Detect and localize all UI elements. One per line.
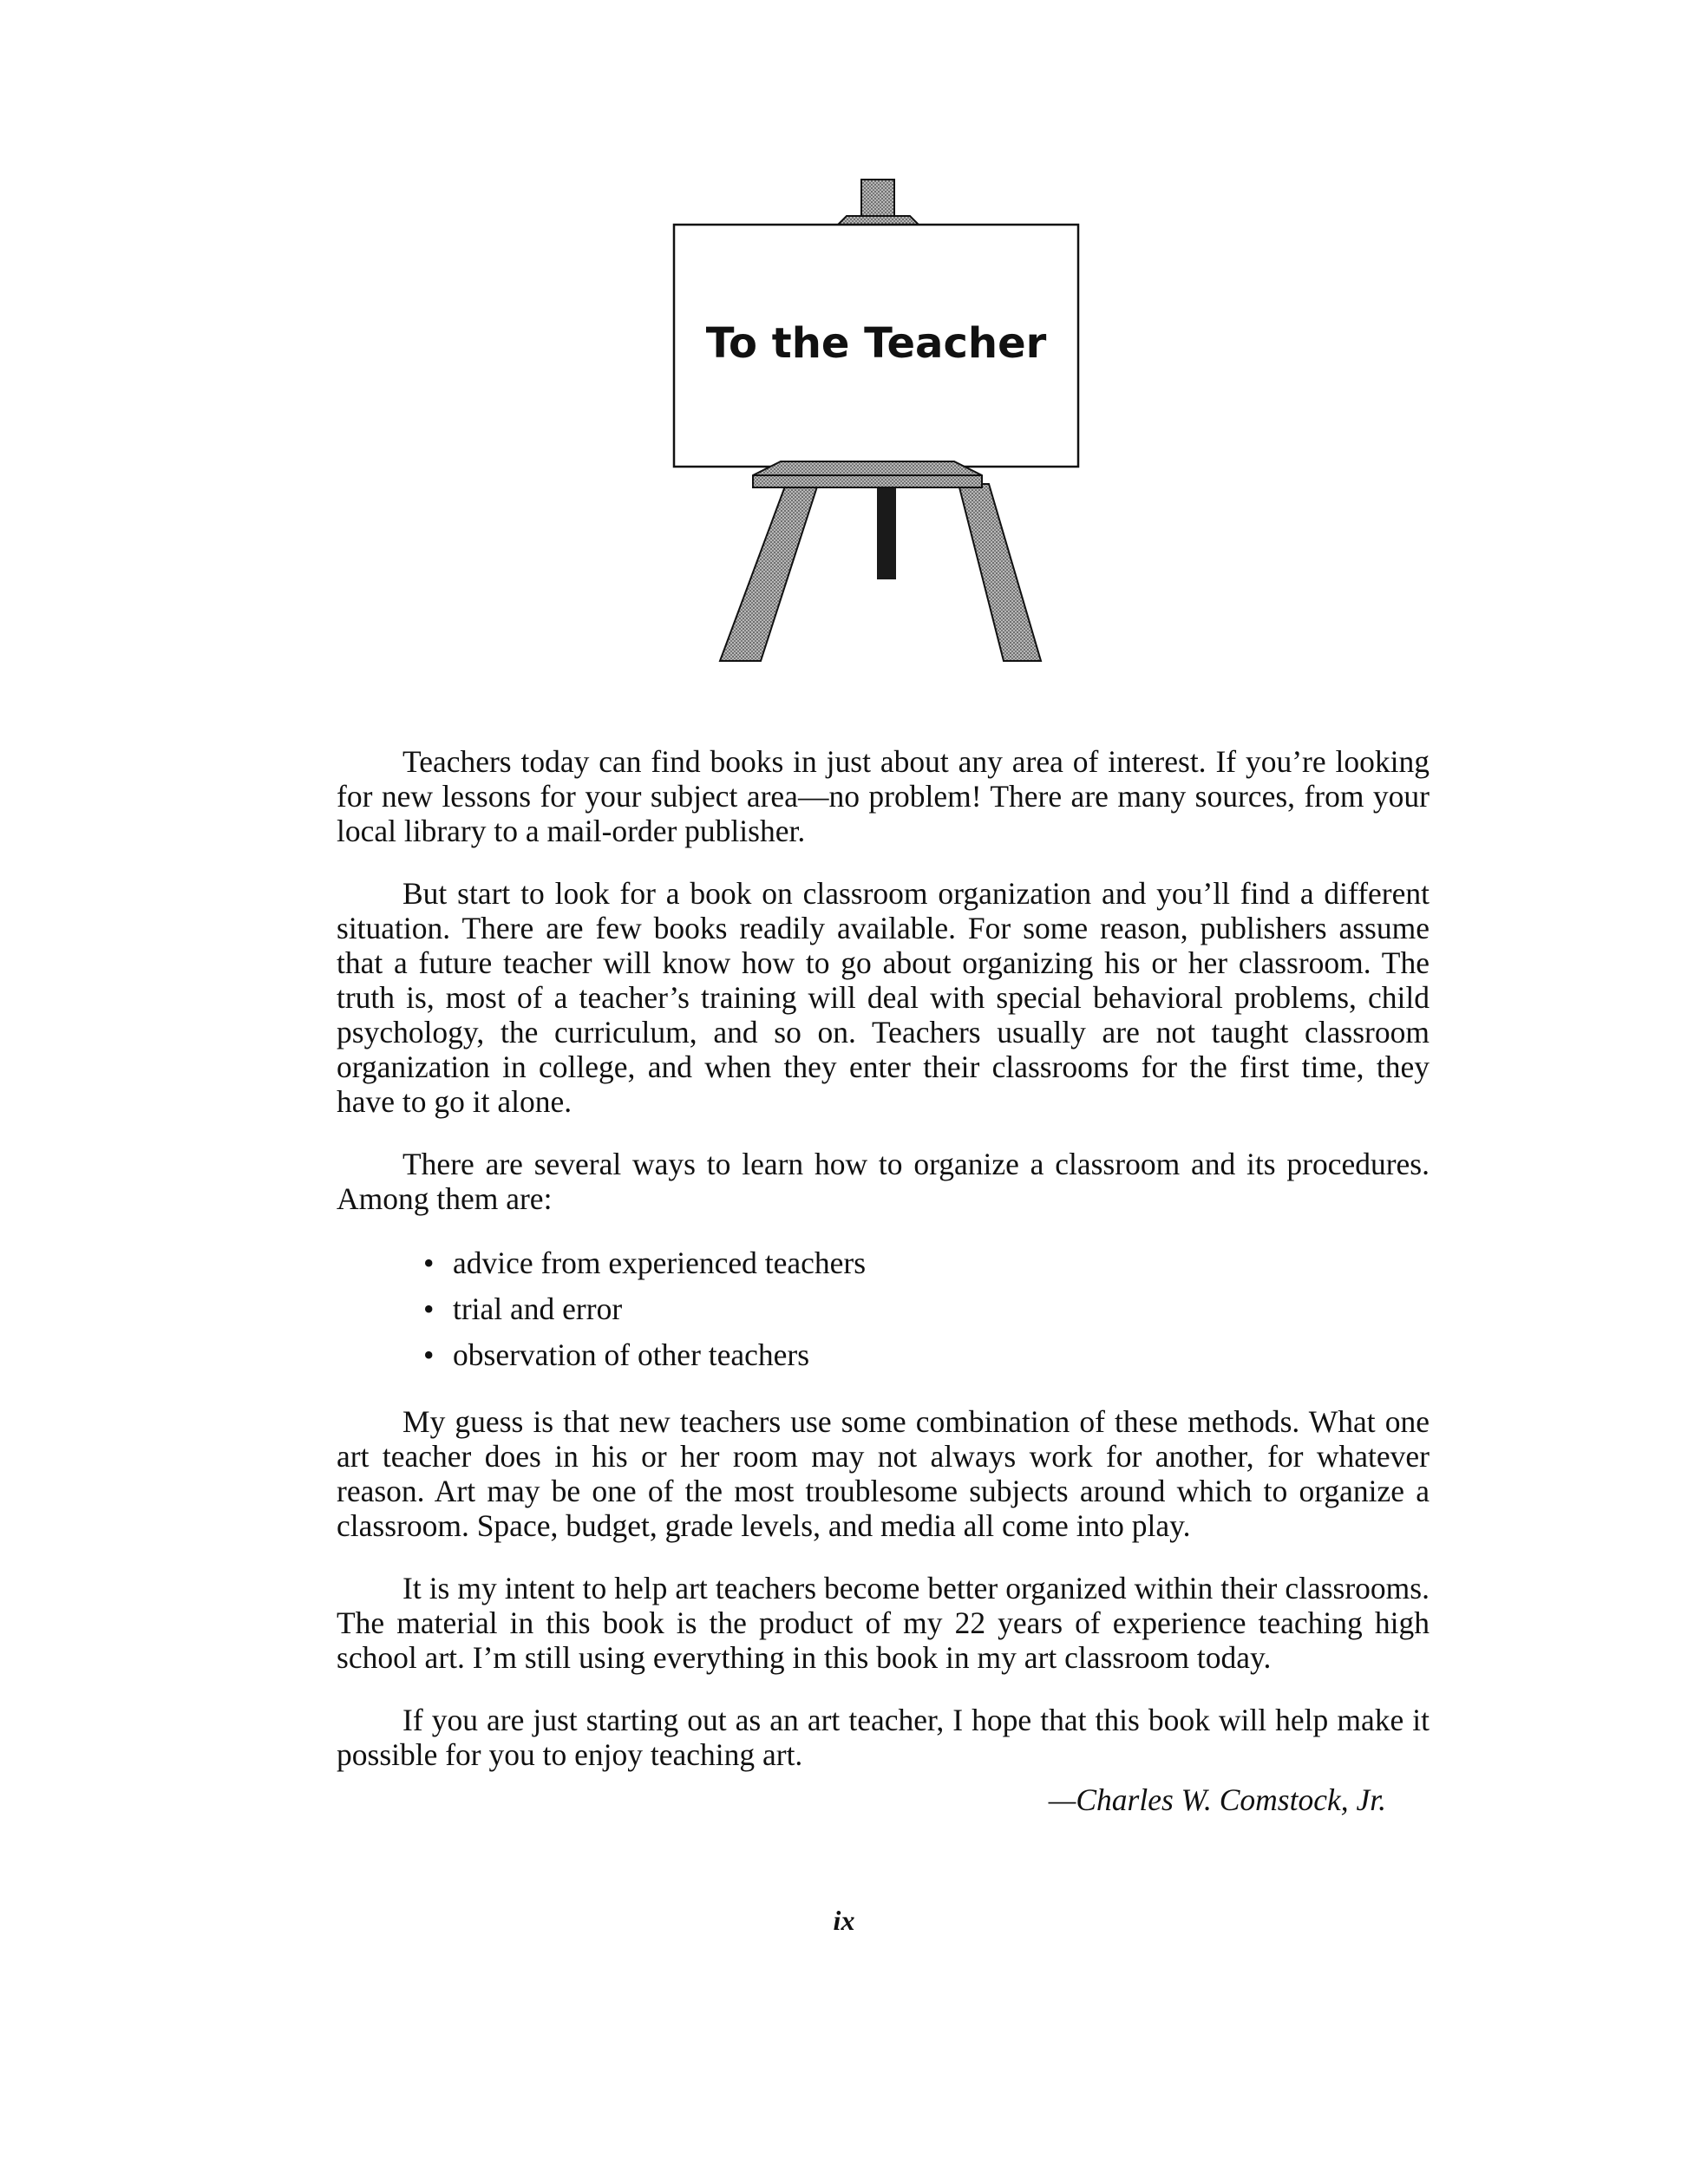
paragraph-5: It is my intent to help art teachers become better organized within their classrooms. The material in this book is the product of my 22 years of experience teaching high school art. I’m still using everything in this book in my art classroom today. <box>337 1571 1430 1675</box>
easel-top-knob <box>861 180 894 216</box>
methods-list <box>423 1240 1430 1378</box>
easel-illustration <box>0 0 1688 694</box>
paragraph-2: But start to look for a book on classroom organization and you’ll find a different situation. There are few books readily available. For some reason, publishers assume that a future teacher will know how to go about organizing his or her classroom. The truth is, most of a teacher’s training will deal with special behavioral problems, child psychology, the curriculum, and so on. Teachers usually are not taught classroom organization in college, and when they enter their classrooms for the first time, they have to go it alone. <box>337 876 1430 1119</box>
author-signature: —Charles W. Comstock, Jr. <box>1048 1782 1386 1817</box>
paragraph-3: There are several ways to learn how to organize a classroom and its procedures. Among them are: <box>337 1147 1430 1216</box>
paragraph-1: Teachers today can find books in just about any area of interest. If you’re looking for new lessons for your subject area—no problem! There are many sources, from your local library to a mail-order publisher. <box>337 744 1430 848</box>
sign-title: To the Teacher <box>705 319 1047 368</box>
paragraph-6: If you are just starting out as an art teacher, I hope that this book will help make it possible for you to enjoy teaching art. <box>337 1703 1430 1772</box>
list-item: • trial and error <box>423 1286 1430 1332</box>
bullet-icon: • <box>423 1246 435 1280</box>
paragraph-4: My guess is that new teachers use some combination of these methods. What one art teacher does in his or her room may not always work for another, for whatever reason. Art may be one of the most troublesome subjects around which to organize a classroom. Space, budget, grade levels, and media all come into play. <box>337 1404 1430 1543</box>
easel-center-post <box>877 475 896 579</box>
list-item: • advice from experienced teachers <box>423 1240 1430 1286</box>
bullet-icon: • <box>423 1337 435 1372</box>
bullet-icon: • <box>423 1291 435 1326</box>
easel-right-leg <box>958 484 1041 661</box>
easel-left-leg <box>720 484 818 661</box>
body-text <box>337 744 1430 1817</box>
list-item: • observation of other teachers <box>423 1332 1430 1378</box>
page-number: ix <box>833 1905 855 1936</box>
